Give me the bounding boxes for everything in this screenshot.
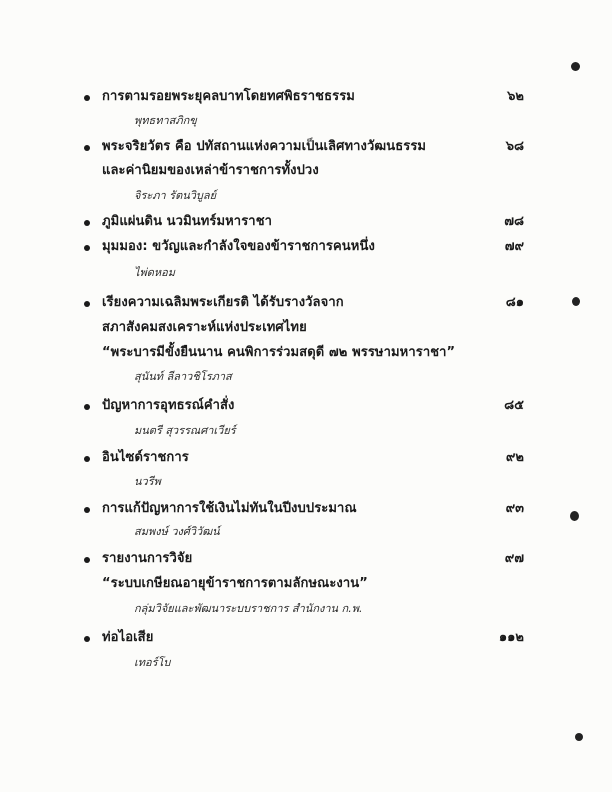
page-number: ๙๒ [505, 450, 524, 465]
entry-title-continued: “พระบารมีขั้งยืนนาน คนพิการร่วมสดุดี ๗๒ พรรษามหาราชา” [102, 345, 456, 360]
entry-title: รายงานการวิจัย [102, 551, 193, 566]
bullet-icon [84, 245, 90, 251]
entry-author: กลุ่มวิจัยและพัฒนาระบบราชการ สำนักงาน ก.พ. [134, 602, 363, 615]
page-number: ๗๙ [504, 239, 524, 254]
entry-title: มุมมอง: ขวัญและกำลังใจของข้าราชการคนหนึ่ง [102, 239, 375, 254]
bullet-icon [84, 456, 90, 462]
entry-author: ไพ่ดหอม [134, 266, 176, 279]
page-number: ๖๘ [505, 139, 524, 154]
entry-title: เรียงความเฉลิมพระเกียรติ ได้รับรางวัลจาก [102, 295, 344, 310]
entry-title: พระจริยวัตร คือ ปทัสถานแห่งความเป็นเลิศทางวัฒนธรรม [102, 139, 427, 154]
page-number: ๘๕ [504, 398, 524, 413]
entry-title: ปัญหาการอุทธรณ์คำสั่ง [102, 398, 235, 413]
entry-title: ภูมิแผ่นดิน นวมินทร์มหาราชา [102, 214, 273, 229]
page-number: ๖๒ [507, 89, 524, 104]
entry-title: การแก้ปัญหาการใช้เงินไม่ทันในปีงบประมาณ [102, 501, 357, 516]
entry-author: สุนันท์ ลีลาวชิโรภาส [134, 370, 232, 383]
bullet-icon [84, 301, 90, 307]
scan-speck [571, 62, 580, 71]
entry-title: ท่อไอเสีย [102, 630, 154, 645]
bullet-icon [84, 95, 90, 101]
page-number: ๑๑๒ [498, 630, 524, 645]
bullet-icon [84, 557, 90, 563]
scan-speck [572, 297, 580, 306]
scan-speck [570, 511, 579, 521]
entry-title-continued: สภาสังคมสงเคราะห์แห่งประเทศไทย [102, 320, 307, 335]
entry-author: จิระภา รัตนวิบูลย์ [134, 189, 217, 202]
entry-author: พุทธทาสภิกขุ [134, 114, 197, 127]
entry-title-continued: “ระบบเกษียณอายุข้าราชการตามลักษณะงาน” [102, 576, 368, 591]
entry-author: มนตรี สุวรรณศาเวียร์ [134, 424, 236, 437]
entry-title: การตามรอยพระยุคลบาทโดยทศพิธราชธรรม [102, 89, 355, 104]
entry-author: เทอร์โบ [134, 656, 171, 669]
entry-title: อินไซด์ราชการ [102, 450, 189, 465]
page-number: ๗๘ [504, 214, 524, 229]
bullet-icon [84, 507, 90, 513]
page-number: ๘๑ [505, 295, 524, 310]
entry-author: นวรีพ [134, 475, 161, 488]
scan-speck [575, 733, 583, 741]
page-number: ๙๗ [504, 551, 524, 566]
page-number: ๙๓ [505, 501, 524, 516]
entry-title-continued: และค่านิยมของเหล่าข้าราชการทั้งปวง [102, 163, 319, 178]
bullet-icon [84, 220, 90, 226]
bullet-icon [84, 636, 90, 642]
bullet-icon [84, 145, 90, 151]
entry-author: สมพงษ์ วงศ์วิวัฒน์ [134, 525, 220, 538]
bullet-icon [84, 404, 90, 410]
